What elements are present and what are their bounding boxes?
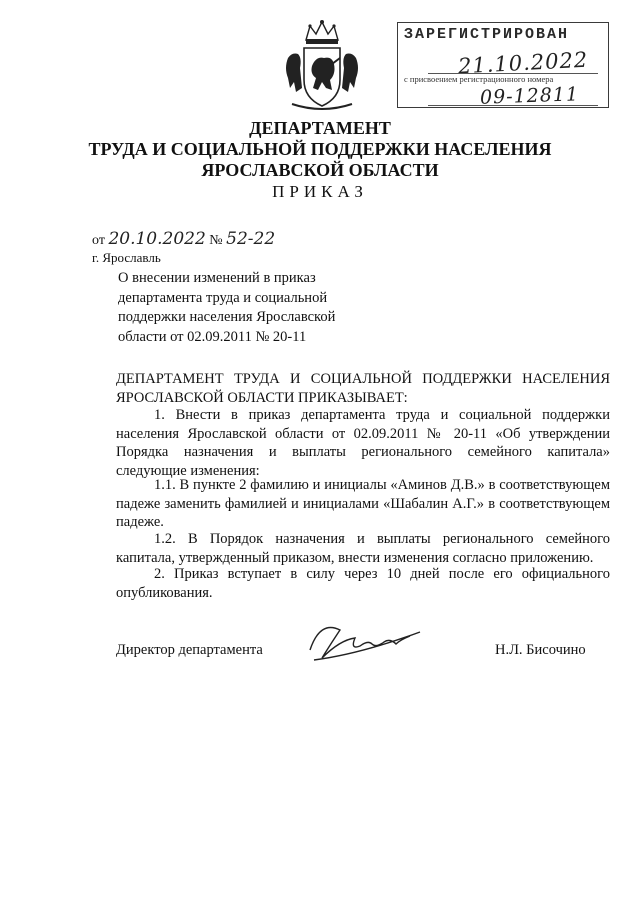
- order-number-label: №: [209, 233, 223, 248]
- department-title-line2: ТРУДА И СОЦИАЛЬНОЙ ПОДДЕРЖКИ НАСЕЛЕНИЯ: [88, 139, 552, 159]
- department-title-line1: ДЕПАРТАМЕНТ: [249, 118, 391, 138]
- document-type-title: ПРИКАЗ: [272, 182, 368, 201]
- stamp-caption: с присвоением регистрационного номера: [404, 74, 554, 84]
- order-subject: [118, 269, 378, 347]
- subject-line: поддержки населения Ярославской: [118, 309, 336, 325]
- stamp-handwritten-date: 21.10.2022: [457, 47, 589, 79]
- order-number: 52-22: [226, 229, 276, 249]
- order-from-label: от: [92, 233, 105, 248]
- stamp-handwritten-number: 09-12811: [479, 83, 580, 109]
- body-paragraph-1-2: 1.2. В Порядок назначения и выплаты регионального семейного капитала, утвержденный приказом, внести изменения согласно приложению.: [116, 531, 610, 566]
- subject-line: О внесении изменений в приказ: [118, 270, 316, 286]
- coat-of-arms-emblem: [282, 18, 362, 118]
- order-date-row: [92, 229, 275, 249]
- subject-line: области от 02.09.2011 № 20-11: [118, 328, 307, 345]
- body-preamble: ДЕПАРТАМЕНТ ТРУДА И СОЦИАЛЬНОЙ ПОДДЕРЖКИ НАСЕЛЕНИЯ ЯРОСЛАВСКОЙ ОБЛАСТИ ПРИКАЗЫВАЕТ:: [116, 371, 610, 406]
- order-date: 20.10.2022: [108, 229, 206, 249]
- department-title-line3: ЯРОСЛАВСКОЙ ОБЛАСТИ: [201, 160, 439, 180]
- body-paragraph-2: 2. Приказ вступает в силу через 10 дней после его официального опубликования.: [116, 566, 610, 601]
- subject-line: департамента труда и социальной: [118, 289, 328, 306]
- registration-stamp: [397, 22, 609, 108]
- signatory-name: Н.Л. Бисочино: [495, 642, 586, 658]
- stamp-title: ЗАРЕГИСТРИРОВАН: [404, 26, 570, 43]
- stamp-underline: [428, 105, 598, 106]
- body-paragraph-1-1: 1.1. В пункте 2 фамилию и инициалы «Аминов Д.В.» в соответствующем падеже заменить фамилией и инициалами «Шабалин А.Г.» в соответствующем падеже.: [116, 477, 610, 530]
- body-paragraph-1: 1. Внести в приказ департамента труда и социальной поддержки населения Ярославской области от 02.09.2011 № 20-11 «Об утверждении Порядка назначения и выплаты регионального семейного капитала» следующие изменения:: [116, 407, 610, 479]
- handwritten-signature: [300, 610, 430, 670]
- order-city: г. Ярославль: [92, 250, 161, 265]
- signatory-role: Директор департамента: [116, 642, 263, 658]
